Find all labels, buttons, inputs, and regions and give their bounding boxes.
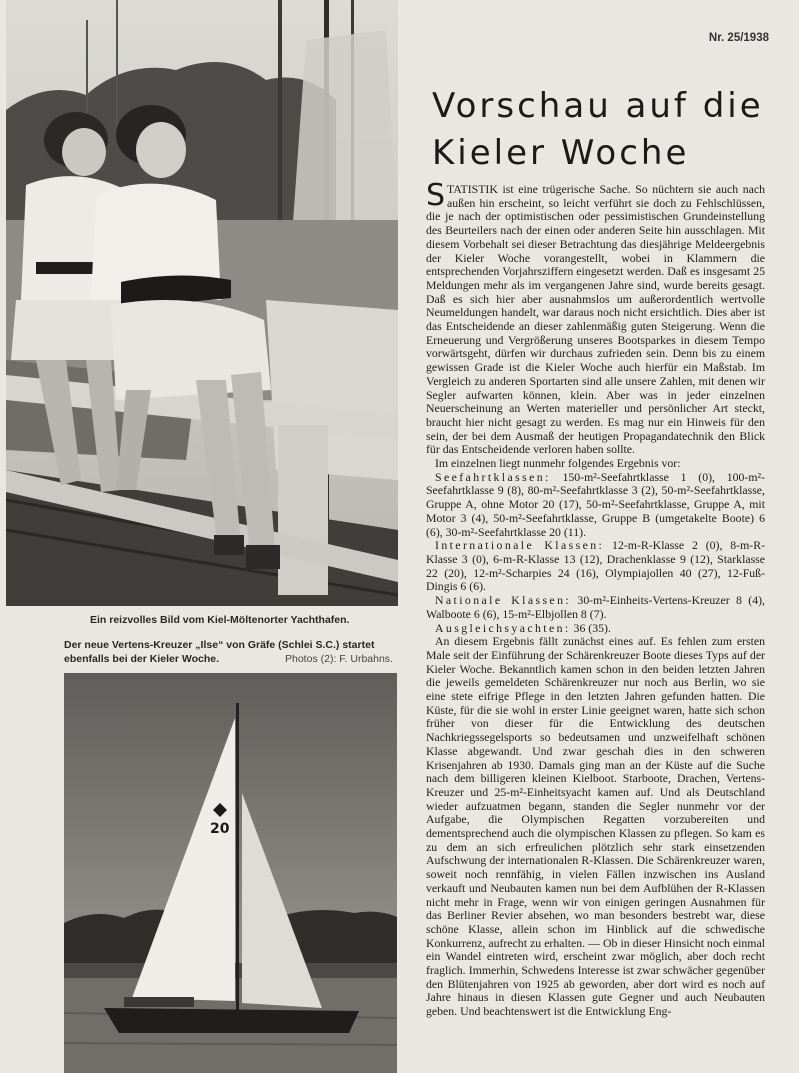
international-classes: [426, 539, 765, 594]
article-paragraph-2: Im einzelnen liegt nunmehr folgendes Ergebnis vor:: [435, 456, 681, 471]
harbour-photo-illustration: [6, 0, 398, 606]
national-label: Nationale Klassen:: [435, 593, 572, 608]
international-text: 12-m-R-Klasse 2 (0), 8-m-R-Klasse 3 (0), 6-m-R-Klasse 13 (12), Drachenklasse 9 (12), Starklasse 22 (20), 12-m²-Scharpies 24 (16), Olympiajollen 40 (27), 12-Fuß-Dingis 6 (6).: [426, 538, 766, 594]
harbour-photo: [6, 0, 398, 606]
article-paragraph-3: An diesem Ergebnis fällt zunächst eines auf. Es fehlen zum ersten Male seit der Einführung der Schärenkreuzer Boote dieses Typs auf der Kieler Woche. Bekanntlich kamen schon in den beiden letzten Jahren die jeweils gemeldeten Schärenkreuzer nur noch aus Berlin, wo sie eine stete eifrige Pflege in den letzten Jahren gefunden hatten. Die Küste, für die sie wohl in erster Linie geeignet waren, hatte sich schon früher von dieser für die Entwicklung des deutschen Nachkriegssegelsports so bedeutsamen und unzweifelhaft schönen Klasse abgewandt. Und zwar geschah dies in den schweren Krisenjahren ab 1930. Damals ging man an der Küste auf die Suche nach dem billigeren kleinen Kielboot. Starboote, Drachen, Vertens-Kreuzer und 25-m²-Einheitsyacht kamen auf. Und als Deutschland wieder aufzuatmen begann, standen die Segler nunmehr vor der Aufgabe, die Olympischen Regatten vorzubereiten und dementsprechend auch die olympischen Klassen zu pflegen. So kam es zu dem an sich erfreulichen plötzlich sehr stark einsetzenden Aufschwung der internationalen R-Klassen. Die Schärenkreuzer waren, soweit noch rennfähig, in vielen Fällen inzwischen ins Ausland verkauft und Neubauten kamen nun bei dem Aufblühen der R-Klassen nicht mehr in Frage, wenn wir von einigen geringen Ausnahmen für das Berliner Revier absehen, wo man besonders bestrebt war, diese schöne Klasse, allein schon im Hinblick auf die schwedische Konkurrenz, aufrecht zu erhalten. — Ob in dieser Hinsicht noch einmal ein Wandel eintreten wird, erscheint zwar möglich, aber doch recht fraglich. Immerhin, Schwedens Interesse ist zwar schwächer gegenüber den Blütenjahren von 1925 ab geworden, aber dort wird es noch auf Jahre hinaus in diesen Klassen gute Gegner und auch Neubauten geben. Und beachtenswert ist die Entwicklung Eng-: [426, 634, 765, 1019]
headline: Vorschau auf die Kieler Woche: [432, 86, 764, 173]
seafahrt-label: Seefahrtklassen:: [435, 469, 551, 484]
international-label: Internationale Klassen:: [435, 538, 605, 553]
article-paragraph-1: [426, 178, 765, 457]
seafahrt-classes: [426, 471, 765, 540]
photo2-caption-line1: Der neue Vertens-Kreuzer „Ilse“ von Gräfe (Schlei S.C.) startet: [64, 639, 375, 651]
photo2-caption-line2: ebenfalls bei der Kieler Woche.: [64, 653, 220, 665]
photo-credit: Photos (2): F. Urbahns.: [285, 653, 393, 665]
paragraph-text: TATISTIK ist eine trügerische Sache. So nüchtern sie auch nach außen hin erscheint, so leicht verführt sie doch zu Fehlschlüssen, die je nach der optimistischen oder pessimistischen Grundeinstellung des Beurteilers nach der einen oder anderen Seite hin ausschlagen. Mit diesem Vorbehalt sei dieser Betrachtung das diesjährige Meldeergebnis der Kieler Woche vorangestellt, wobei in Klammern die entsprechenden Vorjahrsziffern eingesetzt werden. Daß es insgesamt 25 Meldungen mehr als im vergangenen Jahre sind, wurde bereits gesagt. Daß es sich hier aber ausnahmslos um außerordentlich wertvolle Neumeldungen handelt, war daraus noch nicht ersichtlich. Dies aber ist das Entscheidende an dieser zahlenmäßig guten Steigerung. Wenn die Erneuerung und Vergrößerung unseres Bootsparkes in diesem Tempo vorwärtsgeht, dürfen wir durchaus zufrieden sein. Denn bis zu einem gewissen Grade ist die Kieler Woche auch hierfür ein Maßstab. Im Vergleich zu anderen Sportarten sind alle unsere Zahlen, mit denen wir Segler aufwarten können, klein. Aber was in jeder einzelnen Neuerscheinung an Werten materieller und persönlicher Art steckt, braucht hier nicht gesagt zu werden. Es mag nur ein Hinweis für den sein, der bei dem Ausmaß der heutigen Propagandatechnik den Blick für das Entscheidende verloren haben sollte.: [426, 182, 765, 457]
drop-cap: S: [426, 178, 446, 213]
national-text: 30-m²-Einheits-Vertens-Kreuzer 8 (4), Walboote 6 (6), 15-m²-Elbjollen 8 (7).: [426, 593, 765, 621]
article-body: [426, 178, 766, 1019]
photo1-caption: Ein reizvolles Bild vom Kiel-Möltenorter Yachthafen.: [90, 614, 350, 626]
ausgleich-label: Ausgleichsyachten:: [435, 620, 571, 635]
ausgleich-yachts: [426, 622, 765, 636]
national-classes: [426, 594, 765, 621]
sailboat-photo-illustration: [64, 673, 397, 1073]
ausgleich-text: 36 (35).: [573, 620, 611, 635]
seafahrt-text: 150-m²-Seefahrtklasse 1 (0), 100-m²-Seefahrtklasse 9 (8), 80-m²-Seefahrtklasse 3 (2), 50-m²-Seefahrtklasse, Gruppe A, ohne Motor 20 (17), 50-m²-Seefahrtklasse, Gruppe A, mit Motor 3 (4), 50-m²-Seefahrtklasse, Gruppe B (umgetakelte Boote) 6 (6), 30-m²-Seefahrtklasse 20 (11).: [426, 469, 765, 539]
issue-label: Nr. 25/1938: [708, 32, 769, 44]
sailboat-photo: [64, 673, 397, 1073]
sail-number: 20: [210, 821, 230, 837]
